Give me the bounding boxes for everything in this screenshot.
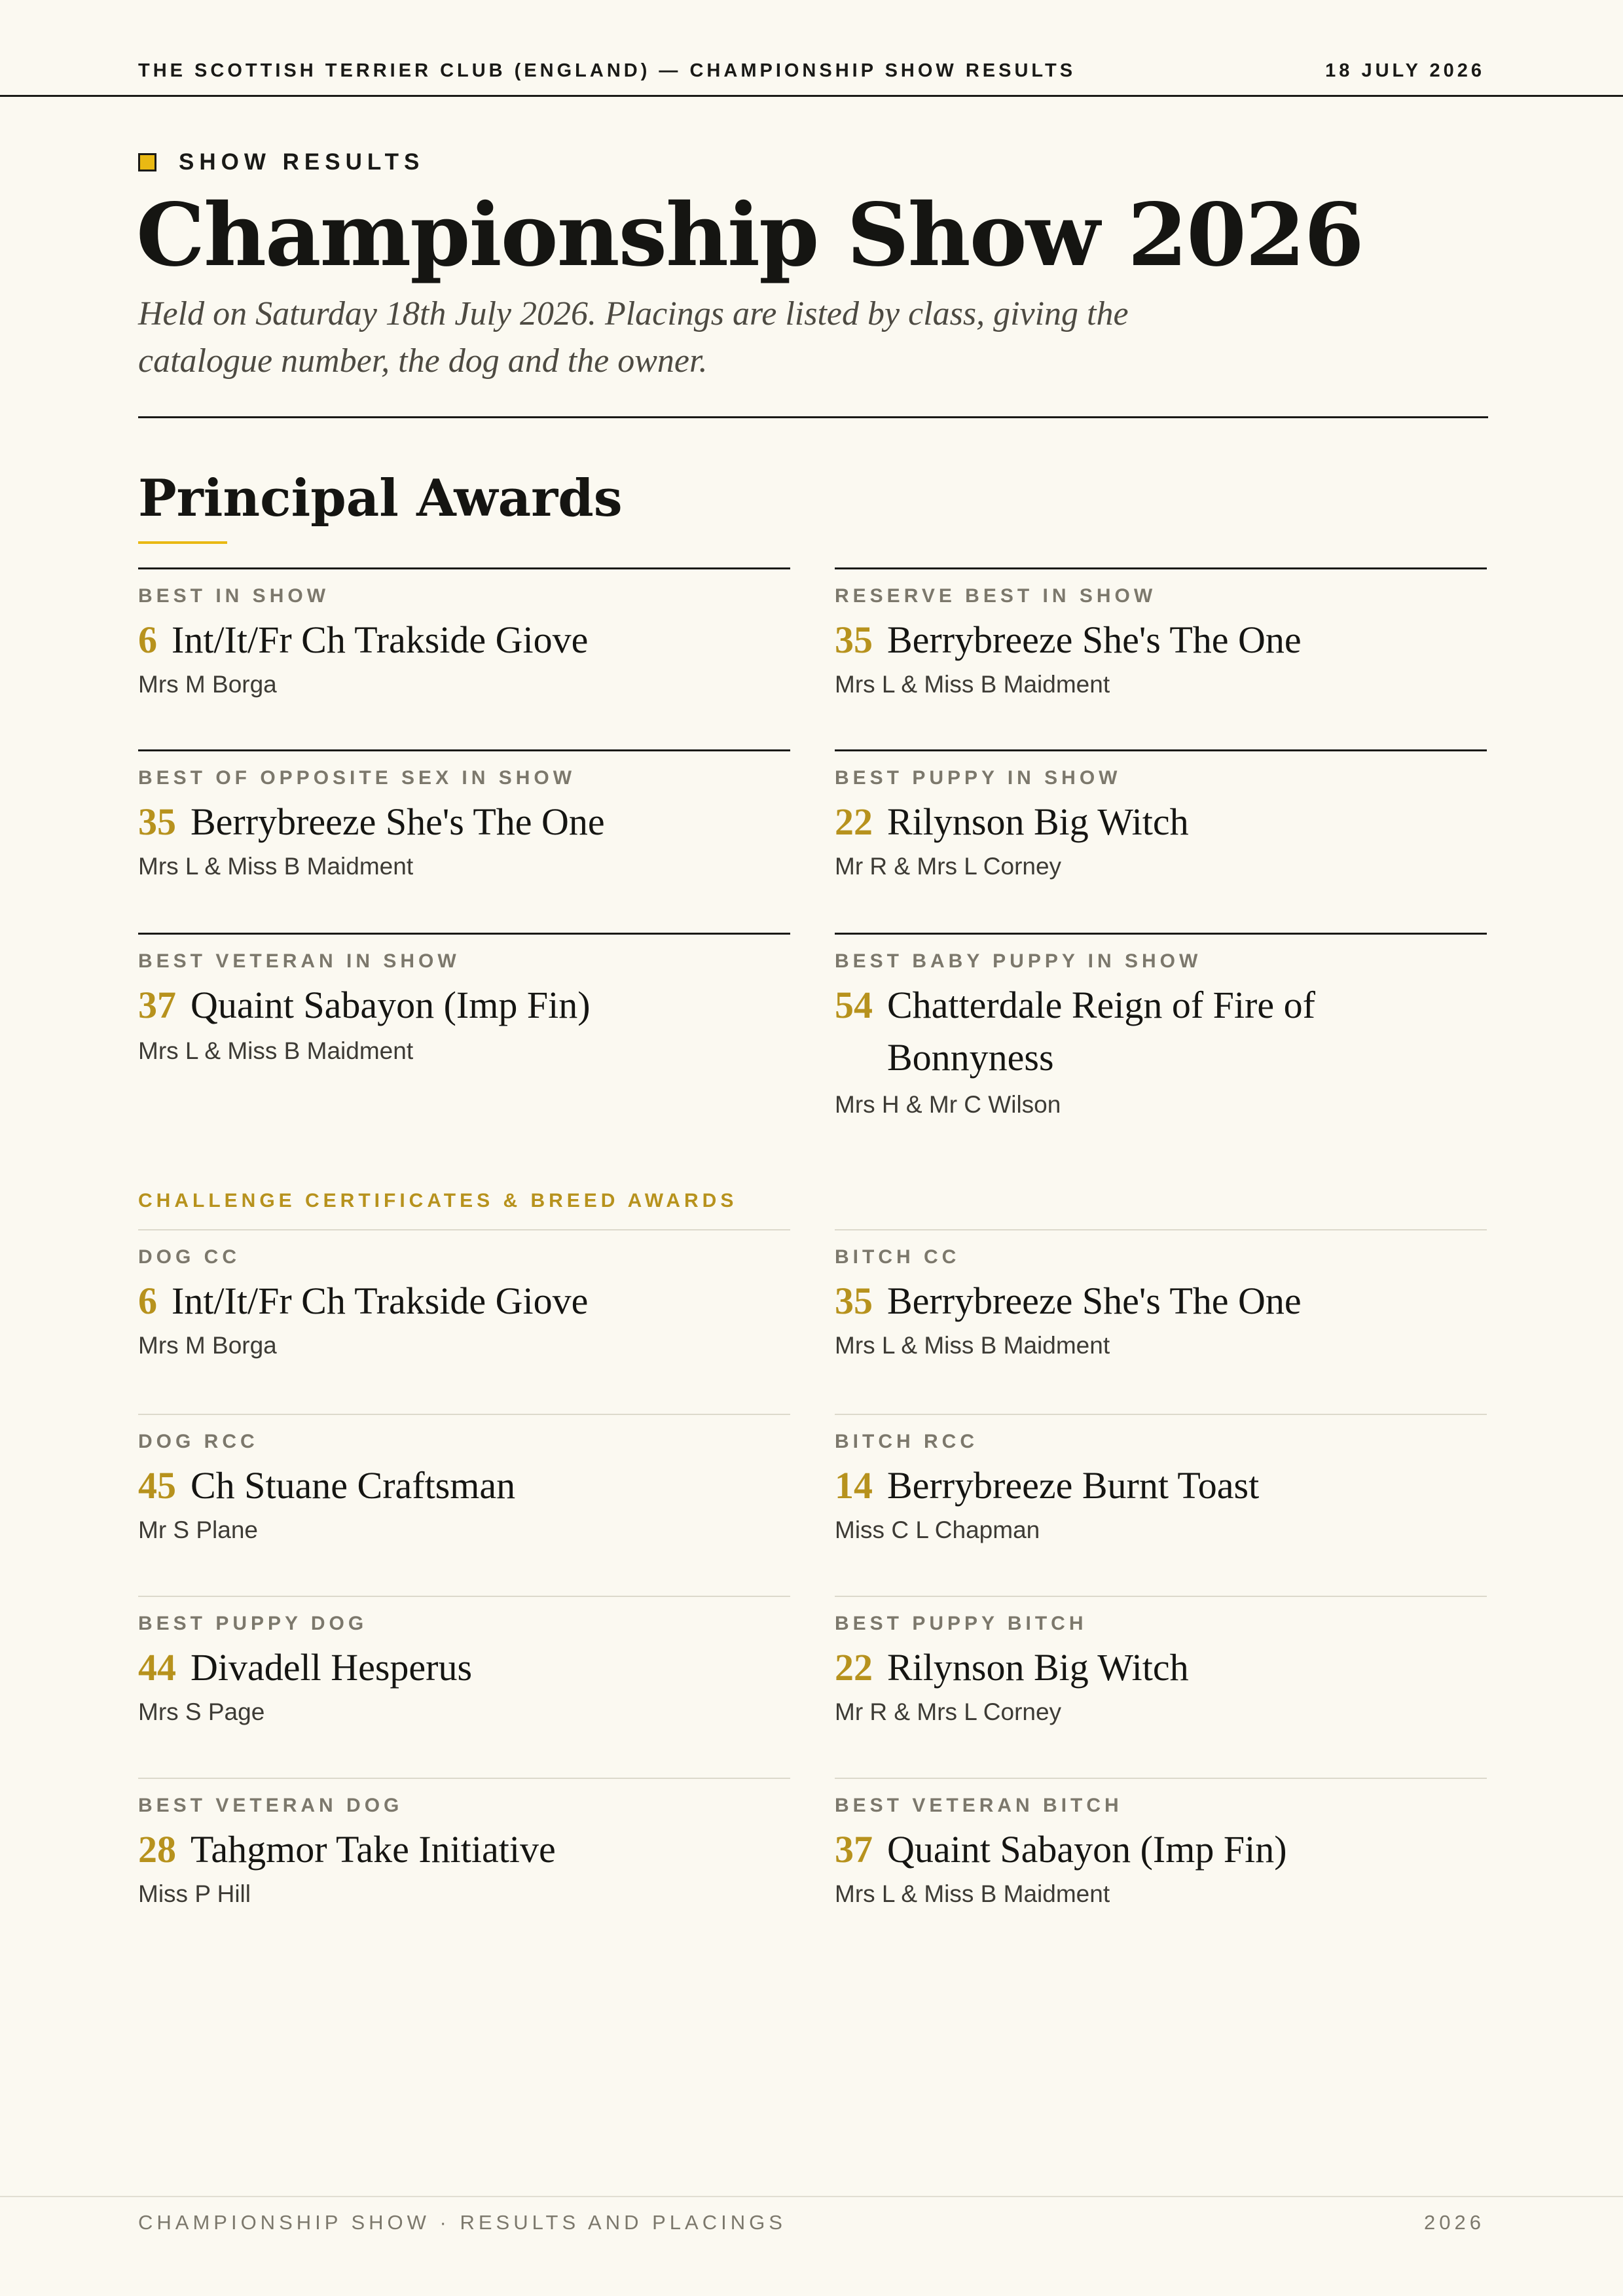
award-best-opposite-sex — [138, 749, 790, 933]
owner-name: Mrs L & Miss B Maidment — [835, 671, 1110, 698]
award-entry — [835, 796, 1487, 848]
dog-name: Int/It/Fr Ch Trakside Giove — [172, 619, 589, 661]
award-label: BEST VETERAN DOG — [138, 1795, 403, 1816]
dog-name: Berrybreeze She's The One — [887, 619, 1302, 661]
catalogue-number: 35 — [835, 619, 873, 661]
award-best-veteran-bitch — [835, 1778, 1487, 1935]
award-entry — [138, 1823, 790, 1876]
award-entry — [138, 1460, 790, 1512]
award-label: BEST VETERAN BITCH — [835, 1795, 1123, 1816]
owner-name: Mrs S Page — [138, 1698, 265, 1725]
owner-name: Mrs L & Miss B Maidment — [835, 1880, 1110, 1907]
owner-name: Mrs M Borga — [138, 671, 277, 698]
dog-name: Tahgmor Take Initiative — [191, 1828, 556, 1871]
award-label: BEST IN SHOW — [138, 585, 330, 607]
catalogue-number: 37 — [138, 984, 176, 1026]
owner-name: Mrs M Borga — [138, 1332, 277, 1359]
dog-name: Rilynson Big Witch — [887, 800, 1189, 843]
catalogue-number: 37 — [835, 1828, 873, 1871]
award-entry — [138, 1275, 790, 1327]
kicker-text: SHOW RESULTS — [179, 149, 425, 175]
award-label: RESERVE BEST IN SHOW — [835, 585, 1157, 607]
award-entry — [138, 979, 790, 1031]
award-label: DOG CC — [138, 1246, 240, 1268]
award-label: BEST PUPPY DOG — [138, 1613, 368, 1634]
running-header — [0, 0, 1623, 97]
award-bitch-cc — [835, 1229, 1487, 1414]
page-subtitle: Held on Saturday 18th July 2026. Placings are listed by class, giving the catalogue number, the dog and the owner. — [138, 295, 1129, 380]
award-dog-cc — [138, 1229, 790, 1414]
award-entry — [835, 1460, 1487, 1512]
catalogue-number: 6 — [138, 1280, 157, 1322]
catalogue-number: 44 — [138, 1646, 176, 1689]
award-entry — [138, 614, 790, 666]
award-best-baby-puppy-in-show — [835, 933, 1487, 1129]
dog-name: Berrybreeze She's The One — [887, 1280, 1302, 1322]
breed-awards-heading: CHALLENGE CERTIFICATES & BREED AWARDS — [138, 1190, 738, 1211]
award-dog-rcc — [138, 1414, 790, 1596]
award-reserve-best-in-show — [835, 567, 1487, 749]
dog-name: Rilynson Big Witch — [887, 1646, 1189, 1689]
catalogue-number: 22 — [835, 800, 873, 843]
yellow-square-icon — [138, 153, 156, 171]
header-club-title: THE SCOTTISH TERRIER CLUB (ENGLAND) — CHAMPIONSHIP SHOW RESULTS — [138, 60, 1076, 81]
owner-name: Miss C L Chapman — [835, 1516, 1040, 1543]
page-title: Championship Show 2026 — [136, 185, 1363, 286]
catalogue-number: 45 — [138, 1464, 176, 1507]
award-entry — [835, 1641, 1487, 1694]
kicker — [138, 149, 424, 175]
owner-name: Mr S Plane — [138, 1516, 259, 1543]
owner-name: Mrs L & Miss B Maidment — [835, 1332, 1110, 1359]
catalogue-number: 54 — [835, 984, 873, 1026]
footer-divider — [0, 2196, 1623, 2197]
dog-name: Berrybreeze She's The One — [191, 800, 605, 843]
award-entry — [138, 1641, 790, 1694]
award-entry — [835, 1275, 1487, 1327]
heading-underline — [138, 541, 227, 544]
owner-name: Mrs H & Mr C Wilson — [835, 1091, 1061, 1118]
catalogue-number: 35 — [138, 800, 176, 843]
footer-title: CHAMPIONSHIP SHOW · RESULTS AND PLACINGS — [138, 2211, 786, 2234]
award-best-puppy-bitch — [835, 1596, 1487, 1778]
dog-name: Quaint Sabayon (Imp Fin) — [191, 984, 591, 1026]
header-date: 18 JULY 2026 — [1325, 60, 1485, 81]
catalogue-number: 6 — [138, 619, 157, 661]
award-best-veteran-dog — [138, 1778, 790, 1935]
award-label: BITCH CC — [835, 1246, 960, 1268]
award-entry — [835, 1823, 1487, 1876]
award-bitch-rcc — [835, 1414, 1487, 1596]
dog-name: Divadell Hesperus — [191, 1646, 473, 1689]
award-best-puppy-dog — [138, 1596, 790, 1778]
dog-name: Chatterdale Reign of Fire of Bonnyness — [887, 984, 1315, 1079]
award-label: BEST VETERAN IN SHOW — [138, 950, 460, 972]
owner-name: Mr R & Mrs L Corney — [835, 853, 1062, 880]
catalogue-number: 22 — [835, 1646, 873, 1689]
dog-name: Ch Stuane Craftsman — [191, 1464, 516, 1507]
award-entry — [835, 979, 1378, 1084]
principal-awards-heading: Principal Awards — [138, 469, 623, 528]
owner-name: Mr R & Mrs L Corney — [835, 1698, 1062, 1725]
award-label: BITCH RCC — [835, 1431, 978, 1452]
catalogue-number: 14 — [835, 1464, 873, 1507]
owner-name: Miss P Hill — [138, 1880, 251, 1907]
award-entry — [835, 614, 1487, 666]
award-label: DOG RCC — [138, 1431, 259, 1452]
award-label: BEST PUPPY BITCH — [835, 1613, 1087, 1634]
footer-year: 2026 — [1424, 2211, 1485, 2234]
award-label: BEST OF OPPOSITE SEX IN SHOW — [138, 767, 576, 789]
owner-name: Mrs L & Miss B Maidment — [138, 853, 414, 880]
award-best-in-show — [138, 567, 790, 749]
award-label: BEST BABY PUPPY IN SHOW — [835, 950, 1202, 972]
award-best-puppy-in-show — [835, 749, 1487, 933]
dog-name: Berrybreeze Burnt Toast — [887, 1464, 1260, 1507]
divider — [138, 416, 1488, 418]
owner-name: Mrs L & Miss B Maidment — [138, 1037, 414, 1064]
catalogue-number: 35 — [835, 1280, 873, 1322]
dog-name: Int/It/Fr Ch Trakside Giove — [172, 1280, 589, 1322]
award-label: BEST PUPPY IN SHOW — [835, 767, 1122, 789]
award-best-veteran-in-show — [138, 933, 790, 1129]
dog-name: Quaint Sabayon (Imp Fin) — [887, 1828, 1287, 1871]
catalogue-number: 28 — [138, 1828, 176, 1871]
award-entry — [138, 796, 790, 848]
